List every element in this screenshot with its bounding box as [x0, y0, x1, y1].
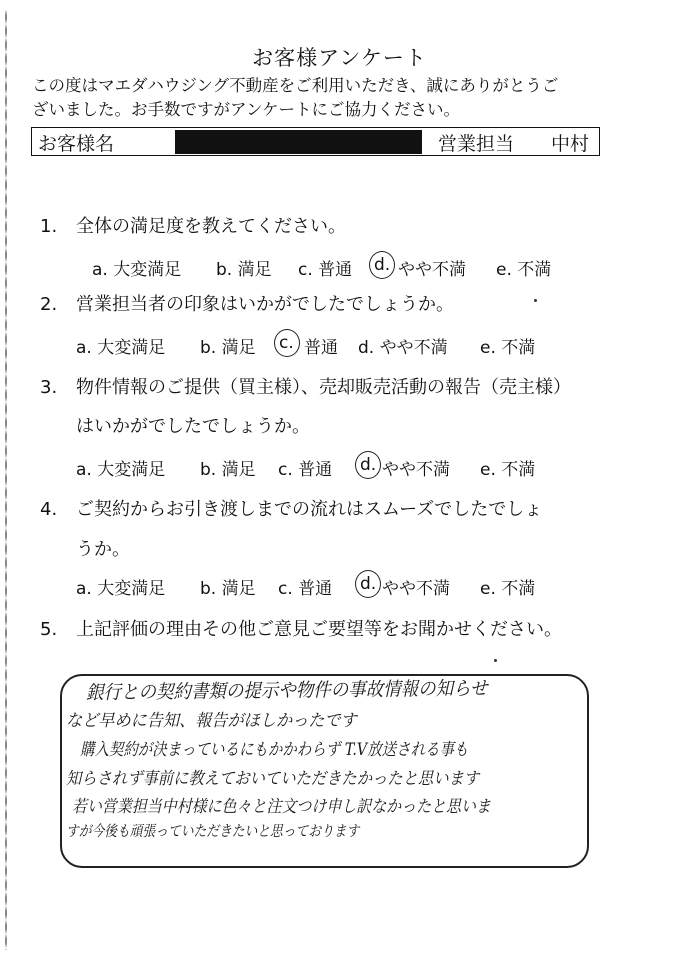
- question-number: 2.: [40, 294, 58, 315]
- option-b[interactable]: b. 満足: [216, 260, 272, 280]
- option-d-label[interactable]: やや不満: [398, 260, 466, 280]
- question-text: 上記評価の理由その他ご意見ご要望等をお聞かせください。: [76, 619, 562, 640]
- customer-name-box: [31, 127, 600, 156]
- option-c[interactable]: c. 普通: [298, 260, 353, 280]
- comment-line-2: など早めに告知、報告がほしかったです: [66, 711, 357, 731]
- question-4: [40, 495, 542, 521]
- comment-line-5: 若い営業担当中村様に色々と注文つけ申し訳なかったと思いま: [72, 797, 491, 817]
- option-e[interactable]: e. 不満: [480, 579, 536, 599]
- option-c-label[interactable]: 普通: [304, 338, 338, 358]
- question-number: 4.: [40, 499, 58, 520]
- question-1: [40, 212, 346, 238]
- option-e[interactable]: e. 不満: [496, 260, 552, 280]
- option-a[interactable]: a. 大変満足: [76, 579, 166, 599]
- question-3: [40, 373, 571, 399]
- question-number: 1.: [40, 216, 58, 237]
- option-b[interactable]: b. 満足: [200, 338, 256, 358]
- option-d-letter[interactable]: d.: [360, 574, 377, 594]
- question-number: 5.: [40, 619, 58, 640]
- question-5: [40, 615, 562, 641]
- option-e[interactable]: e. 不満: [480, 460, 536, 480]
- option-d-label[interactable]: やや不満: [382, 460, 450, 480]
- comment-line-6: すが今後も頑張っていただきたいと思っております: [66, 822, 360, 840]
- option-d-letter[interactable]: d.: [374, 255, 391, 275]
- staff-label: 営業担当: [438, 133, 515, 155]
- comment-line-4: 知らされず事前に教えておいていただきたかったと思います: [66, 769, 480, 789]
- question-text: 物件情報のご提供（買主様）、売却販売活動の報告（売主様）: [76, 377, 571, 398]
- stray-mark: [534, 299, 537, 302]
- scan-edge-dots: [5, 10, 7, 950]
- comment-line-1: 銀行との契約書類の提示や物件の事故情報の知らせ: [85, 677, 488, 704]
- customer-name-label: お客様名: [38, 133, 115, 155]
- intro-line-1: この度はマエダハウジング不動産をご利用いただき、誠にありがとうご: [32, 76, 559, 95]
- selection-circle-icon: [369, 251, 395, 279]
- selection-circle-icon: [274, 329, 300, 357]
- option-a[interactable]: a. 大変満足: [92, 260, 182, 280]
- option-a[interactable]: a. 大変満足: [76, 460, 166, 480]
- staff-name: 中村: [551, 133, 590, 155]
- question-4-continued: うか。: [76, 539, 130, 560]
- question-text: ご契約からお引き渡しまでの流れはスムーズでしたでしょ: [76, 499, 543, 520]
- option-c-letter[interactable]: c.: [279, 333, 294, 353]
- option-b[interactable]: b. 満足: [200, 460, 256, 480]
- redacted-customer-name: [175, 130, 422, 154]
- option-d-label[interactable]: やや不満: [382, 579, 450, 599]
- option-d[interactable]: d. やや不満: [358, 338, 448, 358]
- option-a[interactable]: a. 大変満足: [76, 338, 166, 358]
- option-c[interactable]: c. 普通: [278, 579, 333, 599]
- selection-circle-icon: [355, 451, 381, 479]
- selection-circle-icon: [355, 570, 381, 598]
- question-3-continued: はいかがでしたでしょうか。: [76, 416, 310, 437]
- comment-line-3: 購入契約が決まっているにもかかわらず T.V放送される事も: [80, 740, 469, 760]
- question-text: 全体の満足度を教えてください。: [76, 216, 346, 237]
- option-b[interactable]: b. 満足: [200, 579, 256, 599]
- survey-title: お客様アンケート: [252, 46, 427, 70]
- question-2: [40, 290, 454, 316]
- stray-mark: [494, 659, 497, 662]
- question-number: 3.: [40, 377, 58, 398]
- option-c[interactable]: c. 普通: [278, 460, 333, 480]
- question-text: 営業担当者の印象はいかがでしたでしょうか。: [76, 294, 454, 315]
- option-d-letter[interactable]: d.: [360, 455, 377, 475]
- intro-line-2: ざいました。お手数ですがアンケートにご協力ください。: [32, 100, 461, 119]
- option-e[interactable]: e. 不満: [480, 338, 536, 358]
